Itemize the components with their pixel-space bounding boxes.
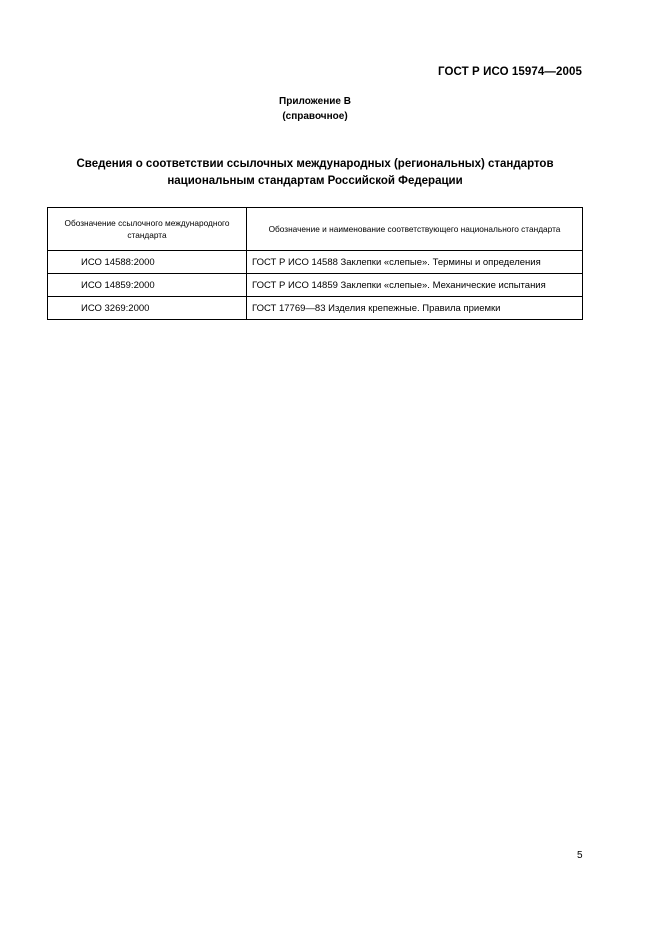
section-title bbox=[48, 156, 582, 190]
international-standard-cell: ИСО 3269:2000 bbox=[48, 297, 247, 320]
correspondence-table bbox=[47, 207, 583, 320]
document-code: ГОСТ Р ИСО 15974—2005 bbox=[437, 66, 582, 78]
column-header-international: Обозначение ссылочного международного стандарта bbox=[48, 208, 247, 251]
national-standard-cell: ГОСТ 17769—83 Изделия крепежные. Правила приемки bbox=[247, 297, 583, 320]
international-standard-cell: ИСО 14859:2000 bbox=[48, 274, 247, 297]
annex-status: (справочное) bbox=[282, 111, 348, 122]
section-title-line-1: Сведения о соответствии ссылочных международных (региональных) стандартов bbox=[76, 158, 554, 170]
section-title-line-2: национальным стандартам Российской Федерации bbox=[167, 175, 463, 187]
table-row bbox=[48, 251, 583, 274]
international-standard-cell: ИСО 14588:2000 bbox=[48, 251, 247, 274]
national-standard-cell: ГОСТ Р ИСО 14588 Заклепки «слепые». Термины и определения bbox=[247, 251, 583, 274]
annex-title: Приложение В bbox=[279, 96, 351, 107]
table-row bbox=[48, 297, 583, 320]
table-header-row bbox=[48, 208, 583, 251]
national-standard-cell: ГОСТ Р ИСО 14859 Заклепки «слепые». Механические испытания bbox=[247, 274, 583, 297]
column-header-national: Обозначение и наименование соответствующего национального стандарта bbox=[247, 208, 583, 251]
annex-heading bbox=[0, 94, 630, 124]
page-number: 5 bbox=[577, 850, 583, 861]
table-row bbox=[48, 274, 583, 297]
